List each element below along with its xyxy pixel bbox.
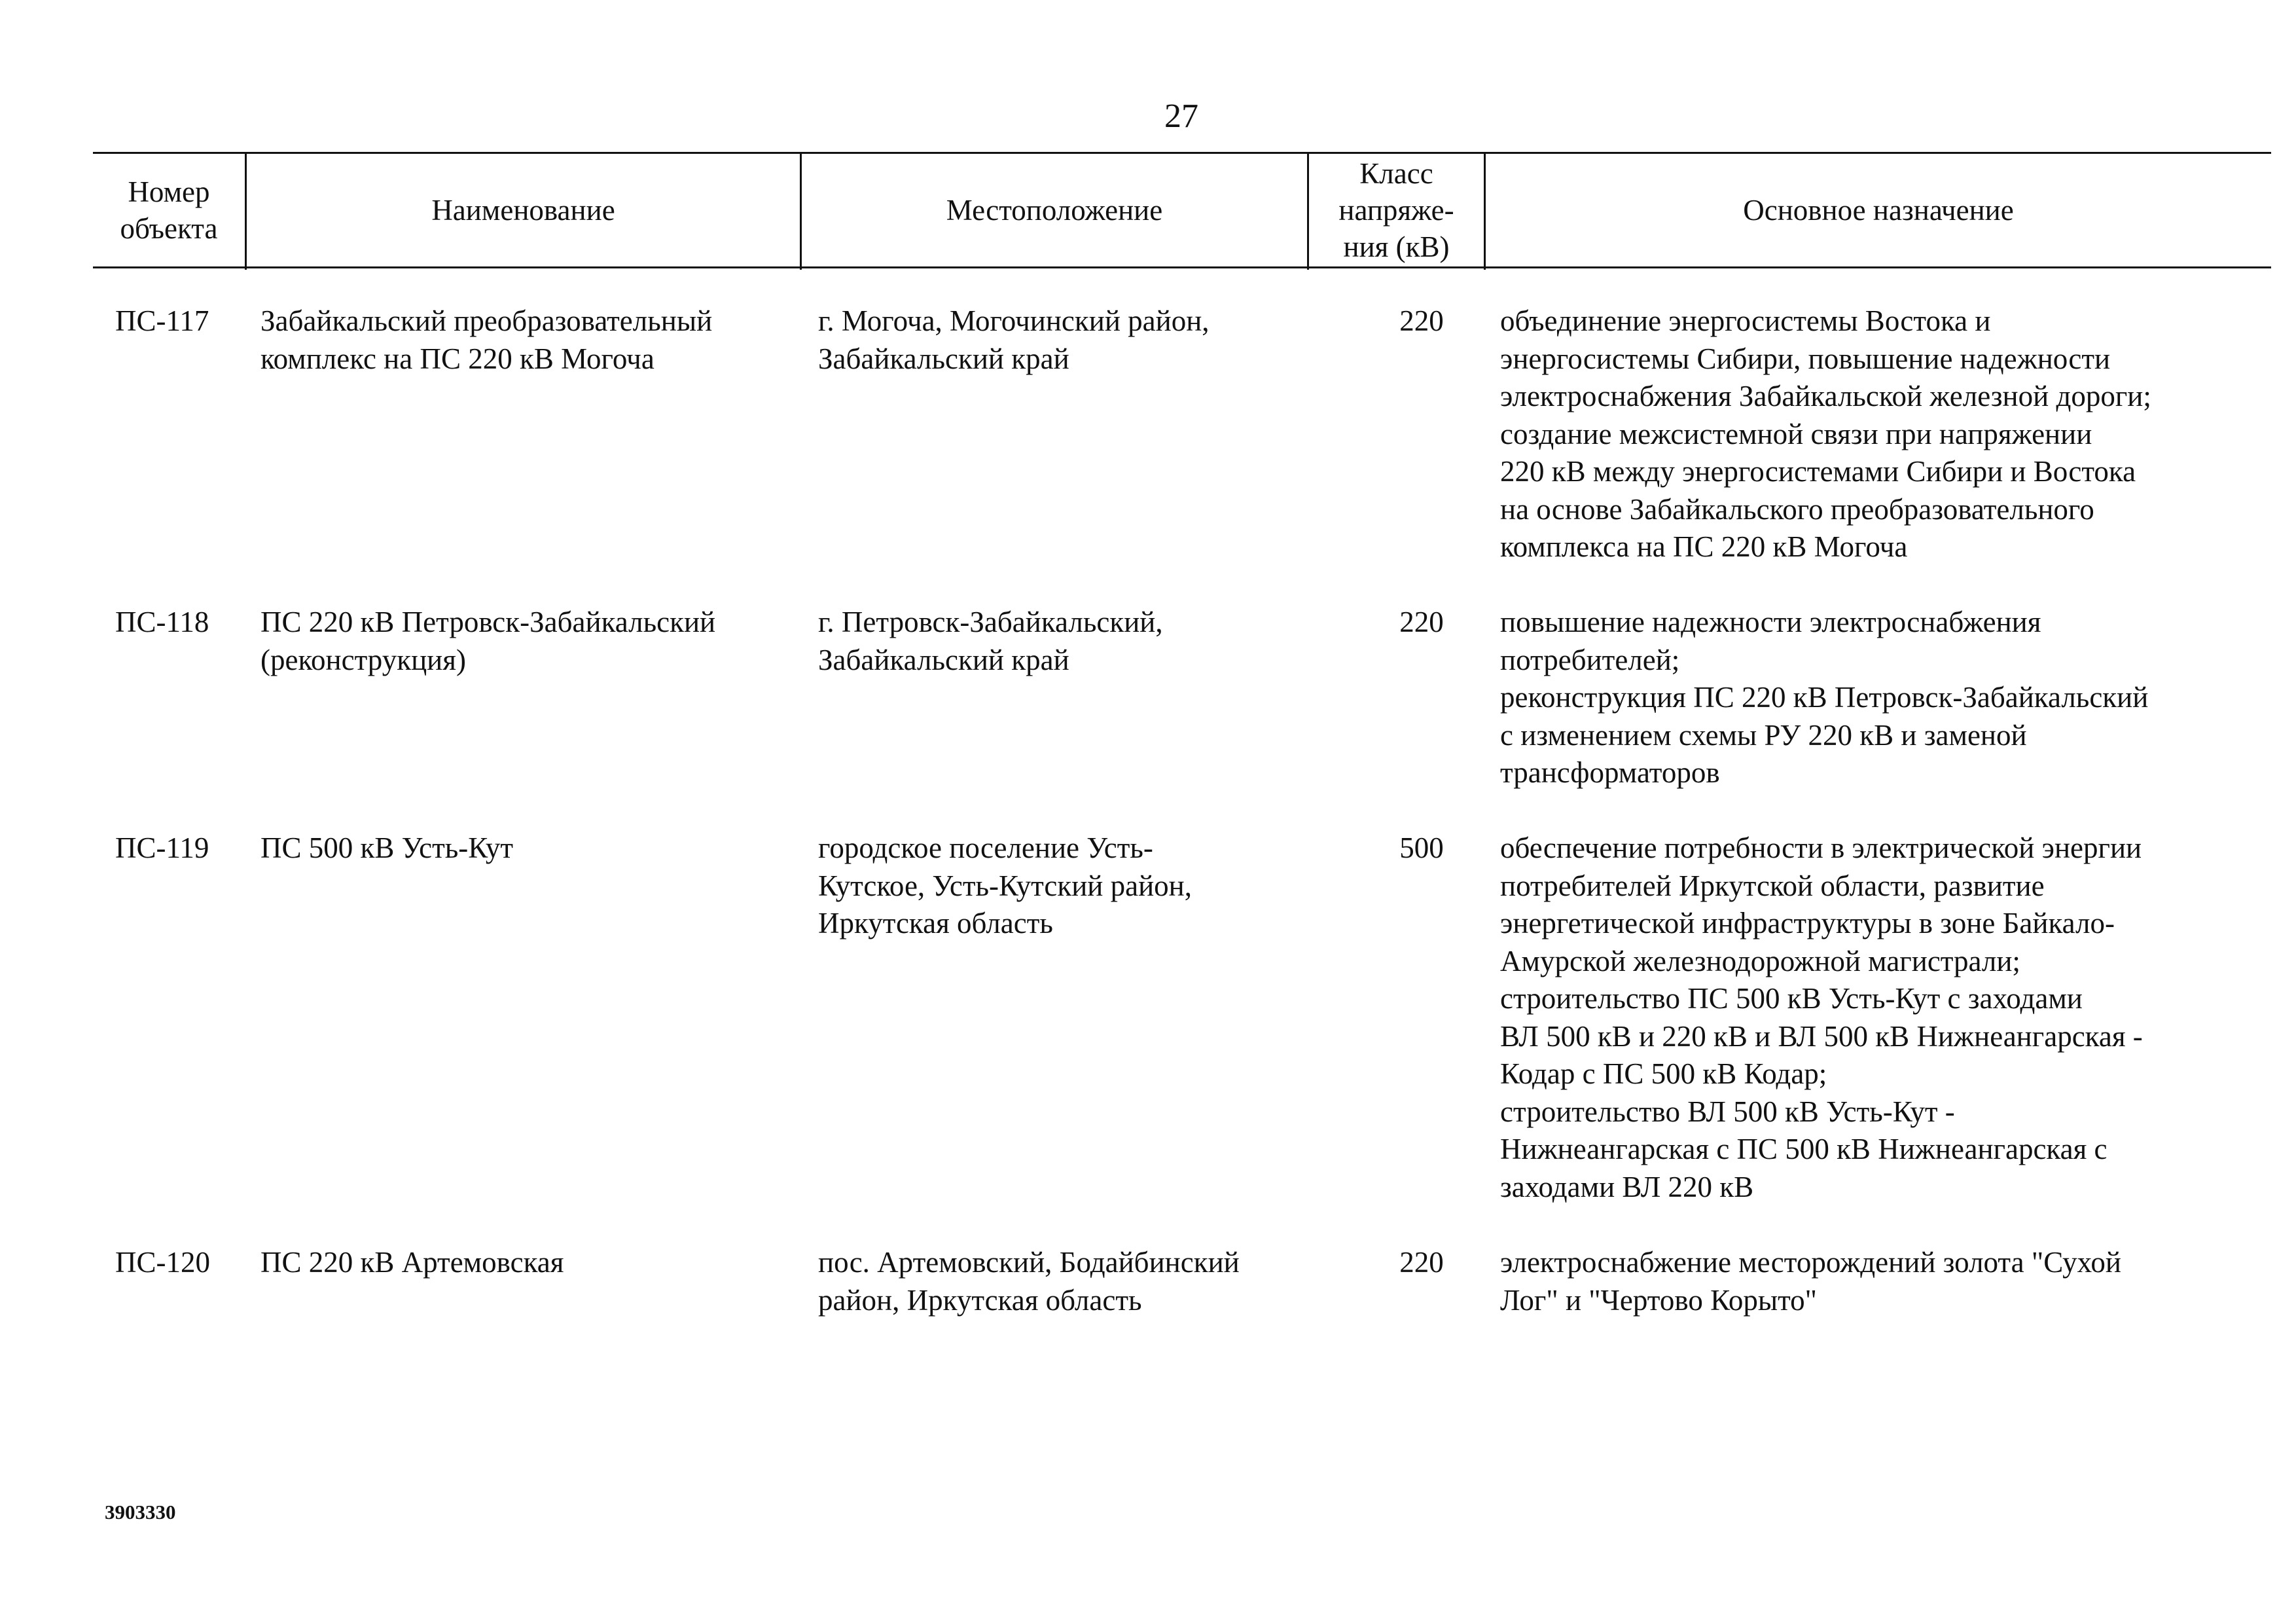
header-number: Номер объекта [120, 175, 218, 245]
object-name: ПС 500 кВ Усть-Кут [260, 831, 514, 864]
header-location: Местоположение [946, 194, 1163, 227]
object-location: городское поселение Усть- Кутское, Усть-Кутский район, Иркутская область [818, 831, 1193, 939]
object-name: Забайкальский преобразовательный комплекс на ПС 220 кВ Могоча [260, 304, 713, 375]
object-purpose: электроснабжение месторождений золота "Сухой Лог" и "Чертово Корыто" [1500, 1246, 2121, 1317]
object-location: г. Петровск-Забайкальский, Забайкальский край [818, 606, 1163, 676]
object-purpose: объединение энергосистемы Востока и энергосистемы Сибири, повышение надежности электроснабжения Забайкальской железной дороги; создание межсистемной связи при напряжении 220 кВ между энергосистемами Сибири и Востока на основе Забайкальского преобразовательного комплекса на ПС 220 кВ Могоча [1500, 304, 2151, 563]
object-number: ПС-117 [115, 304, 209, 337]
header-purpose: Основное назначение [1743, 194, 2014, 227]
object-purpose: повышение надежности электроснабжения потребителей; реконструкция ПС 220 кВ Петровск-Забайкальский с изменением схемы РУ 220 кВ и заменой трансформаторов [1500, 606, 2149, 789]
header-voltage: Класс напряже- ния (кВ) [1338, 157, 1454, 263]
object-number: ПС-120 [115, 1246, 210, 1279]
page-number: 27 [1164, 98, 1198, 135]
header-name: Наименование [431, 194, 615, 227]
object-location: пос. Артемовский, Бодайбинский район, Иркутская область [818, 1246, 1240, 1317]
object-name: ПС 220 кВ Артемовская [260, 1246, 564, 1279]
document-code: 3903330 [105, 1501, 176, 1523]
object-voltage: 220 [1399, 1246, 1444, 1279]
object-number: ПС-118 [115, 606, 209, 638]
object-location: г. Могоча, Могочинский район, Забайкальский край [818, 304, 1210, 375]
object-number: ПС-119 [115, 831, 209, 864]
object-voltage: 220 [1399, 606, 1444, 638]
object-voltage: 500 [1399, 831, 1444, 864]
object-purpose: обеспечение потребности в электрической энергии потребителей Иркутской области, развитие энергетической инфраструктуры в зоне Байкало- Амурской железнодорожной магистрали; строительство ПС 500 кВ Усть-Кут с заходами ВЛ 500 кВ и 220 кВ и ВЛ 500 кВ Нижнеангарская - Кодар с ПС 500 кВ Кодар; строительство ВЛ 500 кВ Усть-Кут - Нижнеангарская с ПС 500 кВ Нижнеангарская с заходами ВЛ 220 кВ [1500, 831, 2143, 1203]
object-name: ПС 220 кВ Петровск-Забайкальский (реконструкция) [260, 606, 716, 676]
object-voltage: 220 [1399, 304, 1444, 337]
